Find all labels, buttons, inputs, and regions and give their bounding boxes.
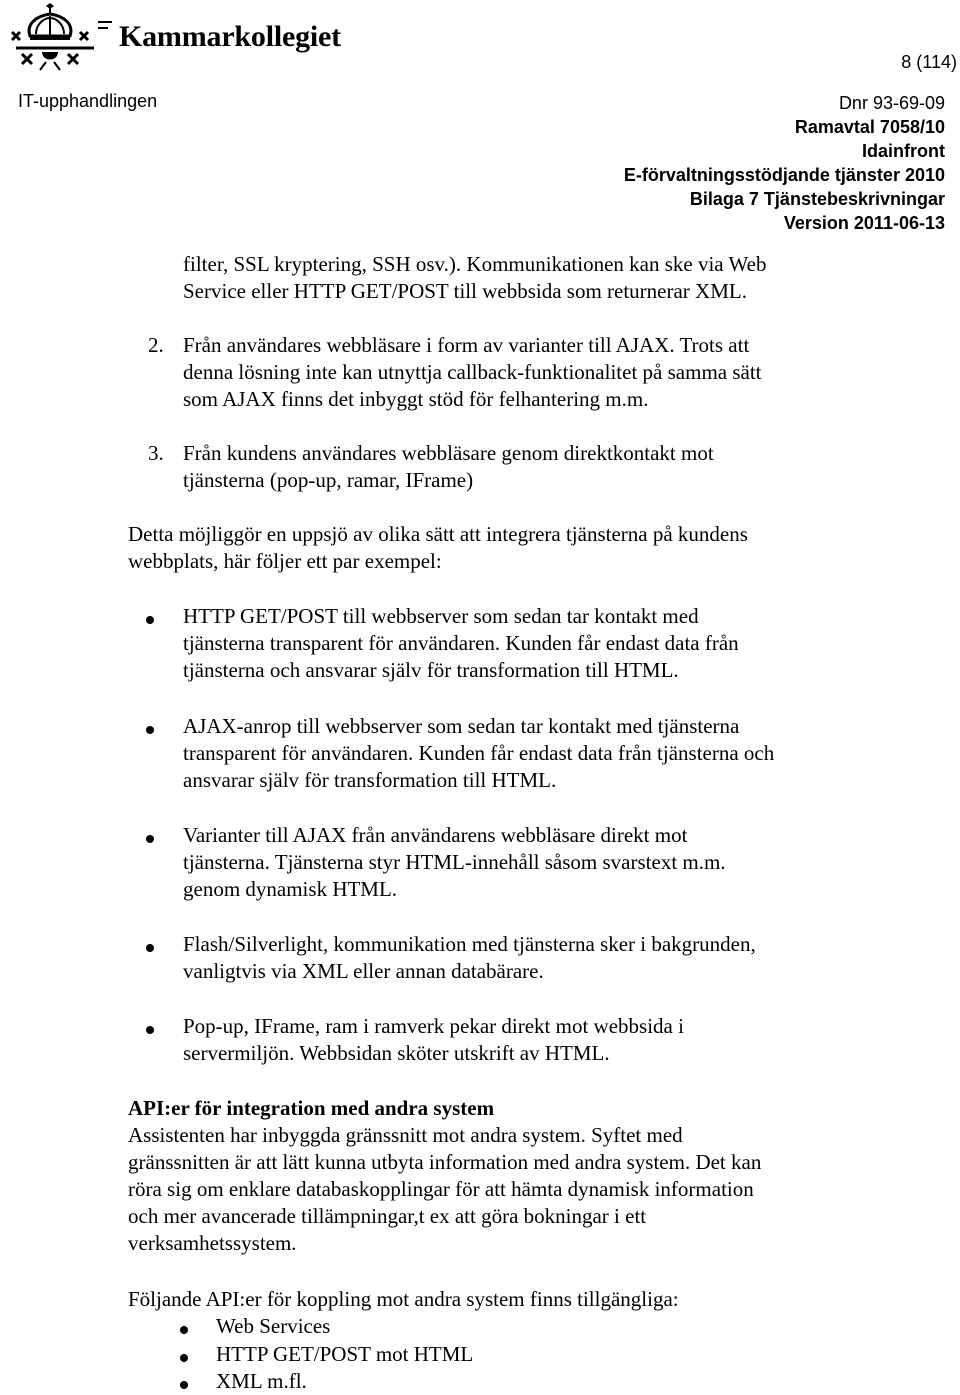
text-line: Varianter till AJAX från användarens webbläsare direkt mot bbox=[183, 823, 688, 847]
kammarkollegiet-logo bbox=[6, 2, 341, 72]
bullet-icon bbox=[146, 1026, 154, 1034]
text-line: denna lösning inte kan utnyttja callback-funktionalitet på samma sätt bbox=[183, 360, 762, 384]
text-line: servermiljön. Webbsidan sköter utskrift av HTML. bbox=[183, 1041, 610, 1065]
text-line: tjänsterna (pop-up, ramar, IFrame) bbox=[183, 468, 474, 492]
text-line: genom dynamisk HTML. bbox=[183, 877, 398, 901]
numbered-item-3 bbox=[183, 440, 714, 494]
api-section bbox=[128, 1095, 761, 1257]
text-line: tjänsterna och ansvarar själv för transformation till HTML. bbox=[183, 658, 679, 682]
bullet-icon bbox=[180, 1326, 188, 1334]
text-line: och mer avancerade tillämpningar,t ex att göra bokningar i ett bbox=[128, 1204, 647, 1228]
text-line: vanligtvis via XML eller annan databärare. bbox=[183, 959, 544, 983]
text-line: Service eller HTTP GET/POST till webbsida som returnerar XML. bbox=[183, 279, 747, 303]
example-item-2 bbox=[183, 713, 774, 794]
bullet-icon bbox=[146, 726, 154, 734]
text-line: AJAX-anrop till webbserver som sedan tar kontakt med tjänsterna bbox=[183, 714, 740, 738]
example-item-4 bbox=[183, 931, 756, 985]
continued-list-item bbox=[183, 251, 766, 305]
numbered-item-2 bbox=[183, 332, 762, 413]
text-line: HTTP GET/POST till webbserver som sedan tar kontakt med bbox=[183, 604, 699, 628]
api-list-item: XML m.fl. bbox=[216, 1369, 307, 1393]
text-line: Flash/Silverlight, kommunikation med tjänsterna sker i bakgrunden, bbox=[183, 932, 756, 956]
text-line: gränssnitten är att lätt kunna utbyta information med andra system. Det kan bbox=[128, 1150, 762, 1174]
intro-paragraph bbox=[128, 521, 748, 575]
example-item-1 bbox=[183, 603, 739, 684]
header-supplier: Idainfront bbox=[862, 141, 945, 161]
text-line: webbplats, här följer ett par exempel: bbox=[128, 549, 442, 573]
example-item-5 bbox=[183, 1013, 684, 1067]
page-number: 8 (114) bbox=[901, 52, 957, 72]
api-list-item: HTTP GET/POST mot HTML bbox=[216, 1342, 474, 1366]
text-line: Assistenten har inbyggda gränssnitt mot andra system. Syftet med bbox=[128, 1123, 683, 1147]
text-line: tjänsterna. Tjänsterna styr HTML-innehåll såsom svarstext m.m. bbox=[183, 850, 726, 874]
section-heading: API:er för integration med andra system bbox=[128, 1096, 495, 1120]
bullet-icon bbox=[146, 944, 154, 952]
api-list-item: Web Services bbox=[216, 1314, 331, 1338]
text-line: transparent för användaren. Kunden får endast data från tjänsterna och bbox=[183, 741, 775, 765]
header-agreement: E-förvaltningsstödjande tjänster 2010 bbox=[623, 165, 945, 185]
header-document-info bbox=[624, 91, 945, 235]
header-ramavtal: Ramavtal 7058/10 bbox=[794, 117, 945, 137]
text-line: filter, SSL kryptering, SSH osv.). Kommunikationen kan ske via Web bbox=[183, 252, 767, 276]
header-version: Version 2011-06-13 bbox=[783, 213, 945, 233]
bullet-icon bbox=[146, 616, 154, 624]
bullet-icon bbox=[146, 835, 154, 843]
list-number: 2. bbox=[148, 333, 164, 357]
text-line: Från kundens användares webbläsare genom direktkontakt mot bbox=[183, 441, 714, 465]
bullet-icon bbox=[180, 1381, 188, 1389]
text-line: verksamhetssystem. bbox=[128, 1231, 297, 1255]
logo-wordmark: Kammarkollegiet bbox=[119, 20, 341, 53]
header-left-label: IT-upphandlingen bbox=[18, 91, 158, 111]
header-dnr: Dnr 93-69-09 bbox=[838, 93, 945, 113]
text-line: Pop-up, IFrame, ram i ramverk pekar direkt mot webbsida i bbox=[183, 1014, 684, 1038]
bullet-icon bbox=[180, 1354, 188, 1362]
header-attachment: Bilaga 7 Tjänstebeskrivningar bbox=[689, 189, 945, 209]
text-line: röra sig om enklare databaskopplingar för att hämta dynamisk information bbox=[128, 1177, 754, 1201]
text-line: Från användares webbläsare i form av varianter till AJAX. Trots att bbox=[183, 333, 750, 357]
crown-emblem-icon bbox=[6, 2, 114, 72]
list-number: 3. bbox=[148, 441, 164, 465]
example-item-3 bbox=[183, 822, 726, 903]
text-line: Detta möjliggör en uppsjö av olika sätt att integrera tjänsterna på kundens bbox=[128, 522, 748, 546]
text-line: tjänsterna transparent för användaren. Kunden får endast data från bbox=[183, 631, 739, 655]
text-line: ansvarar själv för transformation till HTML. bbox=[183, 768, 557, 792]
api-paragraph bbox=[128, 1122, 761, 1257]
text-line: som AJAX finns det inbyggt stöd för felhantering m.m. bbox=[183, 387, 649, 411]
api-list-intro: Följande API:er för koppling mot andra system finns tillgängliga: bbox=[128, 1287, 679, 1311]
